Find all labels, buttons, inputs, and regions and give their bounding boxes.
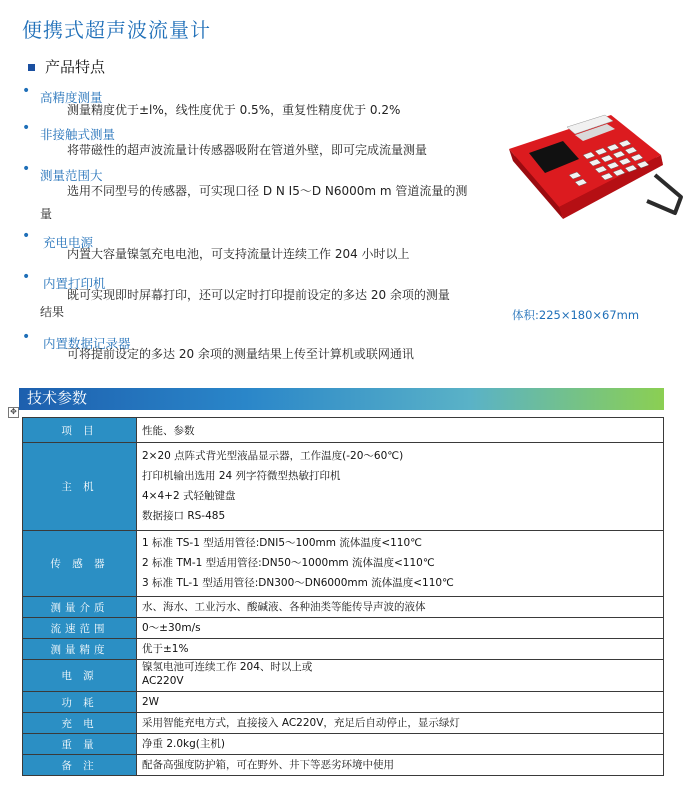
feature-name: 高精度测量	[40, 90, 103, 105]
feature-name: 非接触式测量	[40, 127, 116, 142]
feature-item	[22, 270, 502, 328]
volume-label: 体积:225×180×67mm	[512, 308, 640, 322]
feature-item	[22, 121, 502, 159]
row-key: 充 电	[23, 713, 137, 734]
table-row	[23, 692, 664, 713]
feature-name: 内置打印机	[43, 276, 106, 291]
feature-desc: 量	[40, 207, 53, 221]
row-key: 主 机	[23, 443, 137, 531]
bullet-icon: •	[22, 228, 31, 244]
row-line: 配备高强度防护箱，可在野外、井下等恶劣环境中使用	[142, 759, 394, 771]
table-header-row	[23, 418, 664, 443]
row-line: 采用智能充电方式，直接接入 AC220V，充足后自动停止，显示绿灯	[142, 717, 460, 729]
specs-table	[22, 417, 664, 776]
row-key: 测量介质	[23, 597, 137, 618]
row-key: 重 量	[23, 734, 137, 755]
bullet-icon: •	[22, 269, 31, 285]
row-value	[137, 734, 664, 755]
bullet-icon: •	[22, 161, 31, 177]
feature-desc: 内置大容量镍氢充电电池，可支持流量计连续工作 204 小时以上	[67, 247, 410, 261]
row-line: 0～±30m/s	[142, 622, 201, 634]
row-line: 1 标准 TS-1 型适用管径:DNI5～100mm 流体温度<110℃	[142, 537, 422, 549]
row-value	[137, 713, 664, 734]
feature-desc: 既可实现即时屏幕打印，还可以定时打印提前设定的多达 20 余项的测量	[67, 288, 450, 302]
row-key: 测量精度	[23, 639, 137, 660]
table-row	[23, 713, 664, 734]
table-row	[23, 597, 664, 618]
row-value	[137, 692, 664, 713]
row-line: 4×4+2 式轻触键盘	[142, 490, 236, 502]
row-line: 2×20 点阵式背光型液晶显示器，工作温度(-20～60℃)	[142, 450, 404, 462]
row-line: 净重 2.0kg(主机)	[142, 738, 225, 750]
row-line: 2W	[142, 696, 160, 708]
feature-name: 内置数据记录器	[43, 336, 131, 351]
feature-item	[22, 330, 502, 368]
bullet-icon: •	[22, 83, 31, 99]
row-key: 备 注	[23, 755, 137, 776]
feature-name: 测量范围大	[40, 168, 103, 183]
feature-item	[22, 162, 502, 224]
square-bullet-icon	[28, 64, 35, 71]
row-line: 数据接口 RS-485	[142, 510, 226, 522]
feature-item	[22, 84, 502, 122]
table-row	[23, 639, 664, 660]
table-row	[23, 443, 664, 531]
row-line: 镍氢电池可连续工作 204、时以上或	[142, 661, 313, 673]
feature-desc: 选用不同型号的传感器，可实现口径 D N I5～D N6000m m 管道流量的测	[67, 184, 468, 198]
features-heading-text: 产品特点	[45, 58, 106, 76]
feature-desc: 将带磁性的超声波流量计传感器吸附在管道外壁，即可完成流量测量	[67, 143, 428, 157]
row-value	[137, 597, 664, 618]
table-header-key: 项 目	[23, 418, 137, 443]
features-heading	[28, 56, 105, 77]
table-row	[23, 531, 664, 597]
table-header-value: 性能、参数	[137, 418, 664, 443]
flowmeter-device-image	[505, 105, 687, 240]
feature-name: 充电电源	[43, 235, 94, 250]
table-row	[23, 660, 664, 692]
feature-desc: 可将提前设定的多达 20 余项的测量结果上传至计算机或联网通讯	[67, 347, 414, 361]
feature-item	[22, 229, 502, 267]
row-line: 打印机输出选用 24 列字符微型热敏打印机	[142, 470, 341, 482]
page-title: 便携式超声波流量计	[22, 18, 211, 42]
row-value	[137, 639, 664, 660]
row-line: 3 标准 TL-1 型适用管径:DN300～DN6000mm 流体温度<110℃	[142, 577, 454, 589]
feature-desc: 测量精度优于±l%，线性度优于 0.5%，重复性精度优于 0.2%	[67, 103, 401, 117]
bullet-icon: •	[22, 120, 31, 136]
bullet-icon: •	[22, 329, 31, 345]
row-line: 优于±1%	[142, 643, 189, 655]
feature-desc: 结果	[40, 305, 65, 319]
table-move-handle-icon[interactable]: ✥	[8, 407, 19, 418]
row-value	[137, 531, 664, 597]
row-value	[137, 660, 664, 692]
row-key: 流速范围	[23, 618, 137, 639]
row-value	[137, 618, 664, 639]
row-key: 传 感 器	[23, 531, 137, 597]
table-row	[23, 734, 664, 755]
row-line: 水、海水、工业污水、酸碱液、各种油类等能传导声波的液体	[142, 601, 426, 613]
row-value	[137, 443, 664, 531]
row-line: 2 标准 TM-1 型适用管径:DN50～1000mm 流体温度<110℃	[142, 557, 435, 569]
row-line: AC220V	[142, 675, 184, 687]
table-row	[23, 755, 664, 776]
row-value	[137, 755, 664, 776]
table-row	[23, 618, 664, 639]
row-key: 电 源	[23, 660, 137, 692]
row-key: 功 耗	[23, 692, 137, 713]
specs-heading: 技术参数	[27, 389, 88, 407]
specs-banner	[19, 388, 664, 410]
